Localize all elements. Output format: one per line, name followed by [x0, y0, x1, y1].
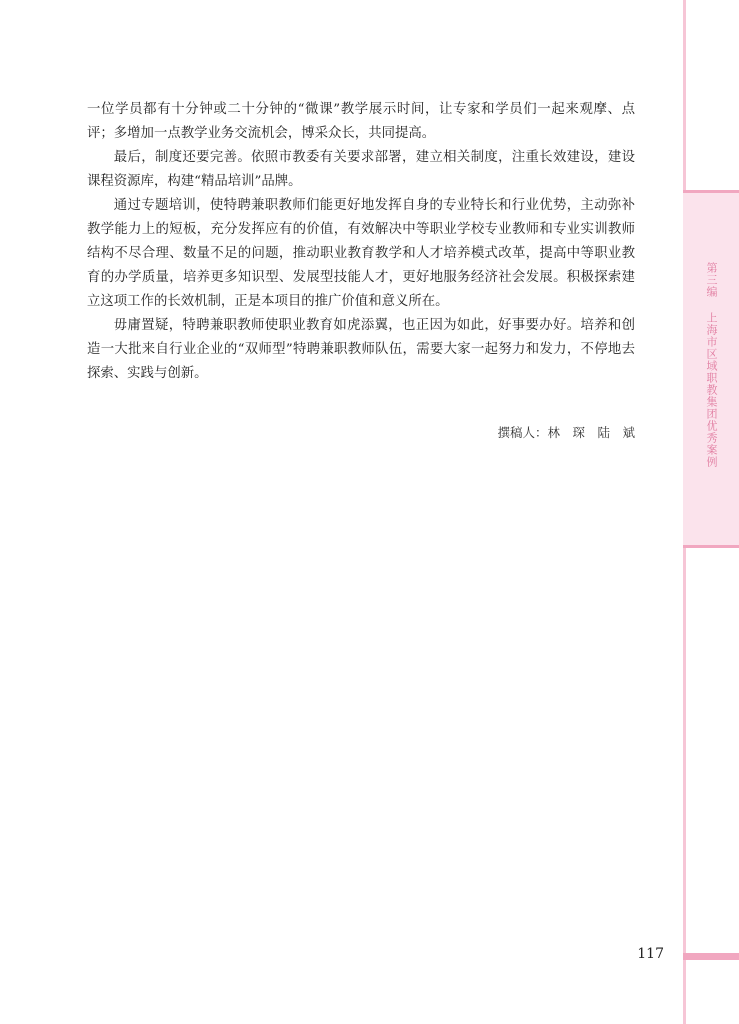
paragraph-2: 最后，制度还要完善。依照市教委有关要求部署，建立相关制度，注重长效建设，建设课程资源库，构建“精品培训”品牌。 — [87, 150, 635, 189]
section-label: 上海市区域职教集团优秀案例 — [705, 312, 718, 468]
paragraph-4: 毋庸置疑，特聘兼职教师使职业教育如虎添翼，也正因为如此，好事要办好。培养和创造一大批来自行业企业的“双师型”特聘兼职教师队伍，需要大家一起努力和发力，不停地去探索、实践与创新。 — [87, 318, 635, 381]
section-tab-top-rule — [683, 190, 739, 193]
author-credit: 撰稿人：林 琛 陆 斌 — [497, 425, 635, 440]
part-label: 第三编 — [705, 262, 718, 298]
section-tab-bottom-rule — [683, 545, 739, 548]
paragraph-1: 一位学员都有十分钟或二十分钟的“微课”教学展示时间，让专家和学员们一起来观摩、点评；多增加一点教学业务交流机会，博采众长，共同提高。 — [87, 102, 635, 141]
section-tab-label — [700, 262, 722, 468]
paragraph-3: 通过专题培训，使特聘兼职教师们能更好地发挥自身的专业特长和行业优势，主动弥补教学能力上的短板，充分发挥应有的价值，有效解决中等职业学校专业教师和专业实训教师结构不尽合理、数量不足的问题，推动职业教育教学和人才培养模式改革，提高中等职业教育的办学质量，培养更多知识型、发展型技能人才，更好地服务经济社会发展。积极探索建立这项工作的长效机制，正是本项目的推广价值和意义所在。 — [87, 198, 635, 309]
page-number-bar — [683, 953, 739, 960]
page-number: 117 — [637, 946, 664, 962]
article-body — [87, 98, 635, 386]
